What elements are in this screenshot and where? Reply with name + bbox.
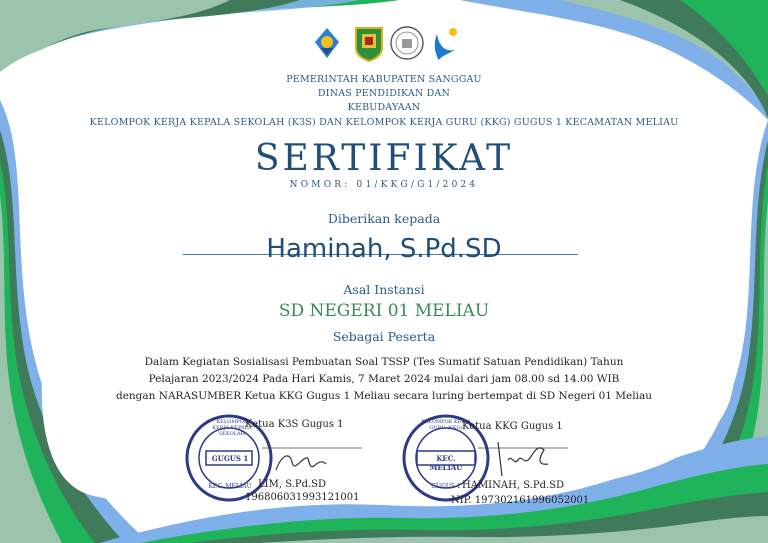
role-label: Sebagai Peserta — [332, 329, 436, 344]
tut-wuri-handayani-logo — [312, 24, 342, 62]
k3s-signer-title: Ketua K3S Gugus 1 — [245, 419, 344, 430]
institution-name: SD NEGERI 01 MELIAU — [278, 301, 490, 321]
kkg-signer-nip: NIP. 197302161996052001 — [451, 495, 590, 506]
kkg-stamp-bottom: GUGUS 1 — [431, 483, 461, 490]
school-seal-logo — [389, 24, 425, 62]
header-line-2: DINAS PENDIDIKAN DAN — [317, 88, 451, 99]
certificate-title: SERTIFIKAT — [254, 138, 514, 179]
k3s-stamp-center: GUGUS 1 — [211, 454, 249, 463]
institution-label: Asal Instansi — [343, 282, 425, 297]
body-line-1: Dalam Kegiatan Sosialisasi Pembuatan Soal TSSP (Tes Sumatif Satuan Pendidikan) Tahun — [144, 356, 624, 368]
given-to-label: Diberikan kepada — [327, 211, 441, 226]
recipient-name: Haminah, S.Pd.SD — [266, 234, 502, 264]
certificate-number: NOMOR: 01/KKG/G1/2024 — [289, 180, 479, 190]
kkg-stamp-top: KELOMPOK KERJA GURU (KKG) — [421, 419, 471, 431]
kkg-signer-title: Ketua KKG Gugus 1 — [462, 421, 563, 432]
body-line-2: Pelajaran 2023/2024 Pada Hari Kamis, 7 Maret 2024 mulai dari jam 08.00 sd 14.00 WIB — [148, 373, 620, 385]
kkg-stamp-center: KEC. MELIAU — [429, 454, 463, 472]
k3s-signer-nip: 196806031993121001 — [245, 492, 360, 503]
header-line-4: KELOMPOK KERJA KEPALA SEKOLAH (K3S) DAN KELOMPOK KERJA GURU (KKG) GUGUS 1 KECAMATAN MELIAU — [89, 117, 679, 128]
body-line-3: dengan NARASUMBER Ketua KKG Gugus 1 Meliau secara luring bertempat di SD Negeri 01 Meliau — [115, 390, 653, 402]
header-line-1: PEMERINTAH KABUPATEN SANGGAU — [286, 74, 482, 85]
k3s-stamp-top: KELOMPOK KERJA KEPALA SEKOLAH — [212, 419, 252, 437]
k3s-signature — [262, 440, 362, 480]
kabupaten-sanggau-logo — [354, 24, 384, 62]
kkg-signature — [478, 436, 578, 482]
k3s-stamp-bottom: KEC. MELIAU — [208, 483, 252, 490]
header-line-3: KEBUDAYAAN — [347, 102, 421, 113]
merdeka-belajar-logo — [433, 24, 463, 62]
kkg-signer-name: HAMINAH, S.Pd.SD — [462, 480, 565, 491]
k3s-signer-name: LIM, S.Pd.SD — [258, 479, 327, 490]
